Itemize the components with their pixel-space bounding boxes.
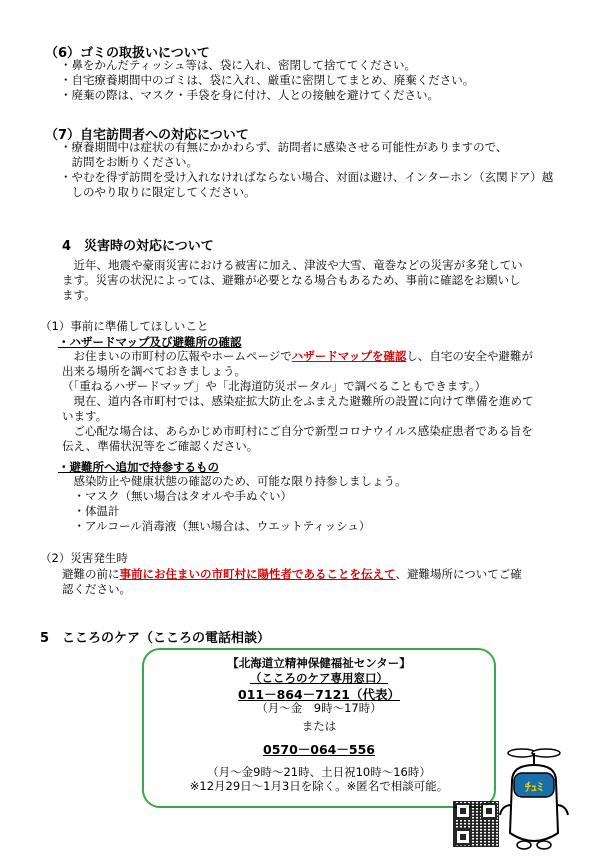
paragraph-line: います。 bbox=[62, 409, 108, 423]
hazard-map-title: ・ハザードマップ及び避難所の確認 bbox=[58, 335, 242, 349]
list-item: ・マスク（無い場合はタオルや手ぬぐい） bbox=[62, 489, 292, 503]
mascot-text: ﾁｭﾐ bbox=[524, 780, 544, 794]
subsection-2-heading: （2）災害発生時 bbox=[40, 551, 128, 565]
list-item: ・やむを得ず訪問を受け入れなければならない場合、対面は避け、インターホン（玄関ドア）越 bbox=[60, 170, 554, 184]
list-item: ・アルコール消毒液（無い場合は、ウエットティッシュ） bbox=[62, 519, 371, 533]
paragraph-line: ます。 bbox=[62, 288, 96, 302]
hazard-red-text: ハザードマップを確認 bbox=[291, 349, 407, 363]
phone-2: 0570－064－556 bbox=[263, 742, 375, 757]
section-5-heading: 5 こころのケア（こころの電話相談） bbox=[40, 631, 271, 646]
occurrence-line bbox=[62, 567, 522, 582]
phone-1: 011－864－7121（代表） bbox=[238, 687, 400, 702]
items-to-bring-title: ・避難所へ追加で持参するもの bbox=[58, 460, 219, 474]
occur-text-post: 、避難場所についてご確 bbox=[395, 567, 522, 581]
paragraph-line: ご心配な場合は、あらかじめ市町村にご自分で新型コロナウイルス感染症患者である旨を bbox=[62, 424, 533, 438]
mascot-icon bbox=[496, 745, 570, 857]
list-item: 訪問をお断りください。 bbox=[60, 155, 198, 169]
occur-red-text: 事前にお住まいの市町村に陽性者であることを伝えて bbox=[119, 567, 396, 581]
paragraph-line: （「重ねるハザードマップ」や「北海道防災ポータル」で調べることもできます。） bbox=[62, 379, 487, 393]
subsection-1-heading: （1）事前に準備してほしいこと bbox=[40, 319, 209, 333]
hours-2: （月～金9時～21時、土日祝10時～16時） bbox=[207, 765, 431, 779]
paragraph-line: 近年、地震や豪雨災害における被害に加え、津波や大雪、竜巻などの災害が多発してい bbox=[62, 258, 523, 272]
hazard-line bbox=[62, 349, 533, 364]
hours-1: （月～金 9時～17時） bbox=[256, 701, 382, 715]
list-item: ・廃棄の際は、マスク・手袋を身に付け、人との接触を避けてください。 bbox=[60, 88, 440, 102]
list-item: ・自宅療養期間中のゴミは、袋に入れ、厳重に密閉してまとめ、廃棄ください。 bbox=[60, 73, 475, 87]
paragraph-line: 現在、道内各市町村では、感染症拡大防止をふまえた避難所の設置に向けて準備を進めて bbox=[62, 394, 534, 408]
list-item: 感染防止や健康状態の確認のため、可能な限り持参しましょう。 bbox=[62, 474, 407, 488]
center-name: 【北海道立精神保健福祉センター】 bbox=[227, 656, 411, 670]
hazard-text-post: し、自宅の安全や避難が bbox=[406, 349, 533, 363]
hazard-text-pre: お住まいの市町村の広報やホームページで bbox=[62, 349, 292, 363]
or-text: または bbox=[301, 719, 337, 733]
list-item: ・体温計 bbox=[62, 504, 120, 518]
window-name: （こころのケア専用窓口） bbox=[250, 671, 388, 685]
qr-code bbox=[453, 801, 499, 847]
section-4-heading: 4 災害時の対応について bbox=[62, 239, 214, 254]
section-6-heading: （6）ゴミの取扱いについて bbox=[45, 46, 210, 61]
section-7-heading: （7）自宅訪問者への対応について bbox=[45, 128, 249, 143]
occur-text-pre: 避難の前に bbox=[62, 567, 120, 581]
list-item: ・療養期間中は症状の有無にかかわらず、訪問者に感染させる可能性がありますので、 bbox=[60, 140, 508, 154]
paragraph-line: ます。災害の状況によっては、避難が必要となる場合もあるため、事前に確認をお願いし bbox=[62, 273, 521, 287]
paragraph-line: 出来る場所を調べておきましょう。 bbox=[62, 364, 246, 378]
paragraph-line: 認ください。 bbox=[62, 582, 131, 596]
paragraph-line: 伝え、準備状況等をご確認ください。 bbox=[62, 439, 259, 453]
note: ※12月29日～1月3日を除く。※匿名で相談可能。 bbox=[189, 779, 449, 793]
list-item: しのやり取りに限定してください。 bbox=[60, 185, 256, 199]
list-item: ・鼻をかんだティッシュ等は、袋に入れ、密閉して捨ててください。 bbox=[60, 58, 417, 72]
